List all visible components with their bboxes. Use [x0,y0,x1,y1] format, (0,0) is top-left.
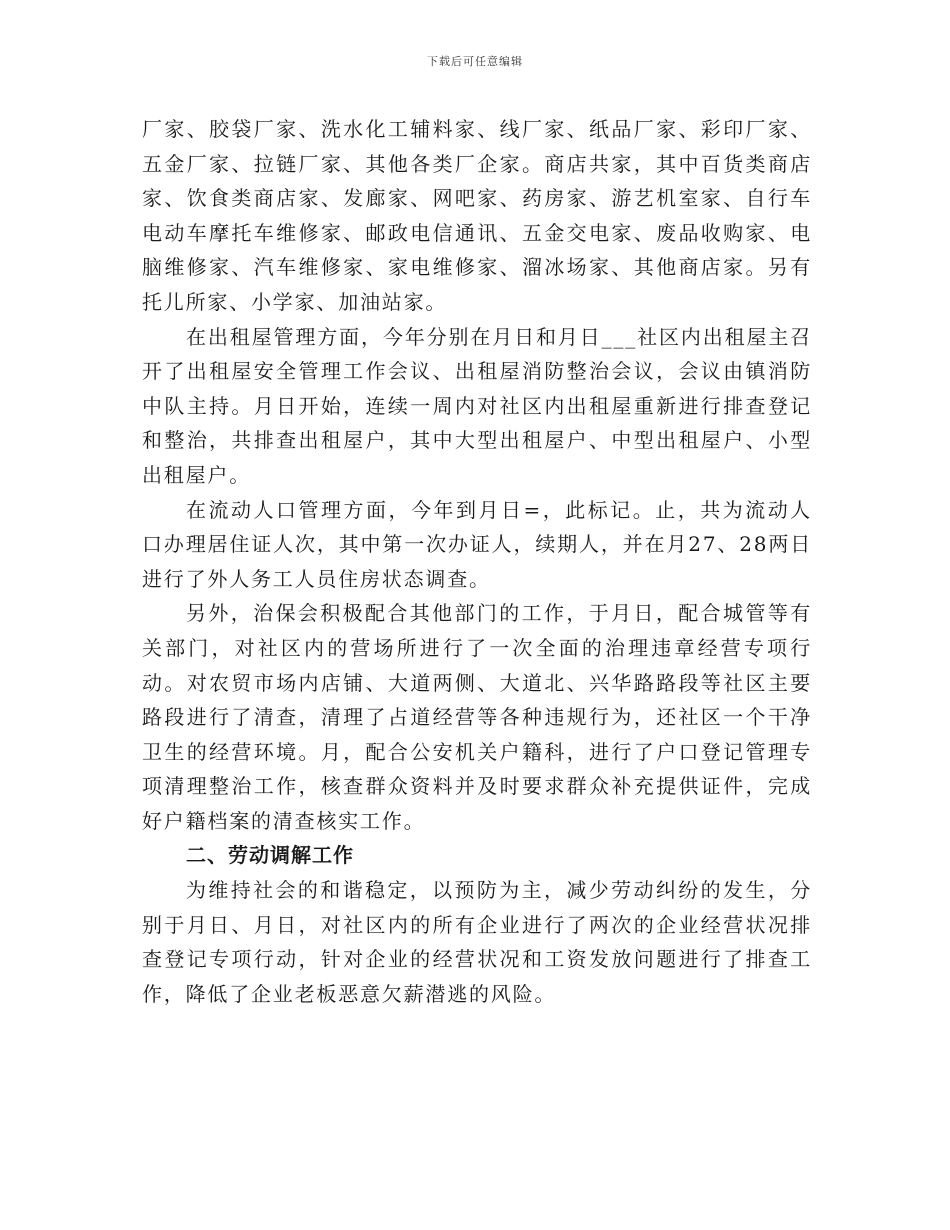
paragraph-cooperation: 另外，治保会积极配合其他部门的工作，于月日，配合城管等有关部门，对社区内的营场所进行了一次全面的治理违章经营专项行动。对农贸市场内店铺、大道两侧、大道北、兴华路路段等社区主要路段进行了清查，清理了占道经营等各种违规行为，还社区一个干净卫生的经营环境。月，配合公安机关户籍科，进行了户口登记管理专项清理整治工作，核查群众资料并及时要求群众补充提供证件，完成好户籍档案的清查核实工作。 [142,601,812,833]
paragraph-labor-mediation: 为维持社会的和谐稳定，以预防为主，减少劳动纠纷的发生，分别于月日、月日，对社区内的所有企业进行了两次的企业经营状况排查登记专项行动，针对企业的经营状况和工资发放问题进行了排查工作，降低了企业老板恶意欠薪潜逃的风险。 [142,878,812,1006]
document-body [142,112,812,1011]
section-heading-labor-mediation: 二、劳动调解工作 [186,843,354,868]
paragraph-floating-population: 在流动人口管理方面，今年到月日=，此标记。止，共为流动人口办理居住证人次，其中第一次办证人，续期人，并在月27、28两日进行了外人务工人员住房状态调查。 [142,497,812,591]
page-header: 下载后可任意编辑 [427,55,523,68]
paragraph-rental-housing: 在出租屋管理方面，今年分别在月日和月日___社区内出租屋主召开了出租屋安全管理工作会议、出租屋消防整治会议，会议由镇消防中队主持。月日开始，连续一周内对社区内出租屋重新进行排查登记和整治，共排查出租屋户，其中大型出租屋户、中型出租屋户、小型出租屋户。 [142,324,812,487]
paragraph-factories-shops: 厂家、胶袋厂家、洗水化工辅料家、线厂家、纸品厂家、彩印厂家、五金厂家、拉链厂家、其他各类厂企家。商店共家，其中百货类商店家、饮食类商店家、发廊家、网吧家、药房家、游艺机室家、自行车电动车摩托车维修家、邮政电信通讯、五金交电家、废品收购家、电脑维修家、汽车维修家、家电维修家、溜冰场家、其他商店家。另有托儿所家、小学家、加油站家。 [142,117,812,314]
